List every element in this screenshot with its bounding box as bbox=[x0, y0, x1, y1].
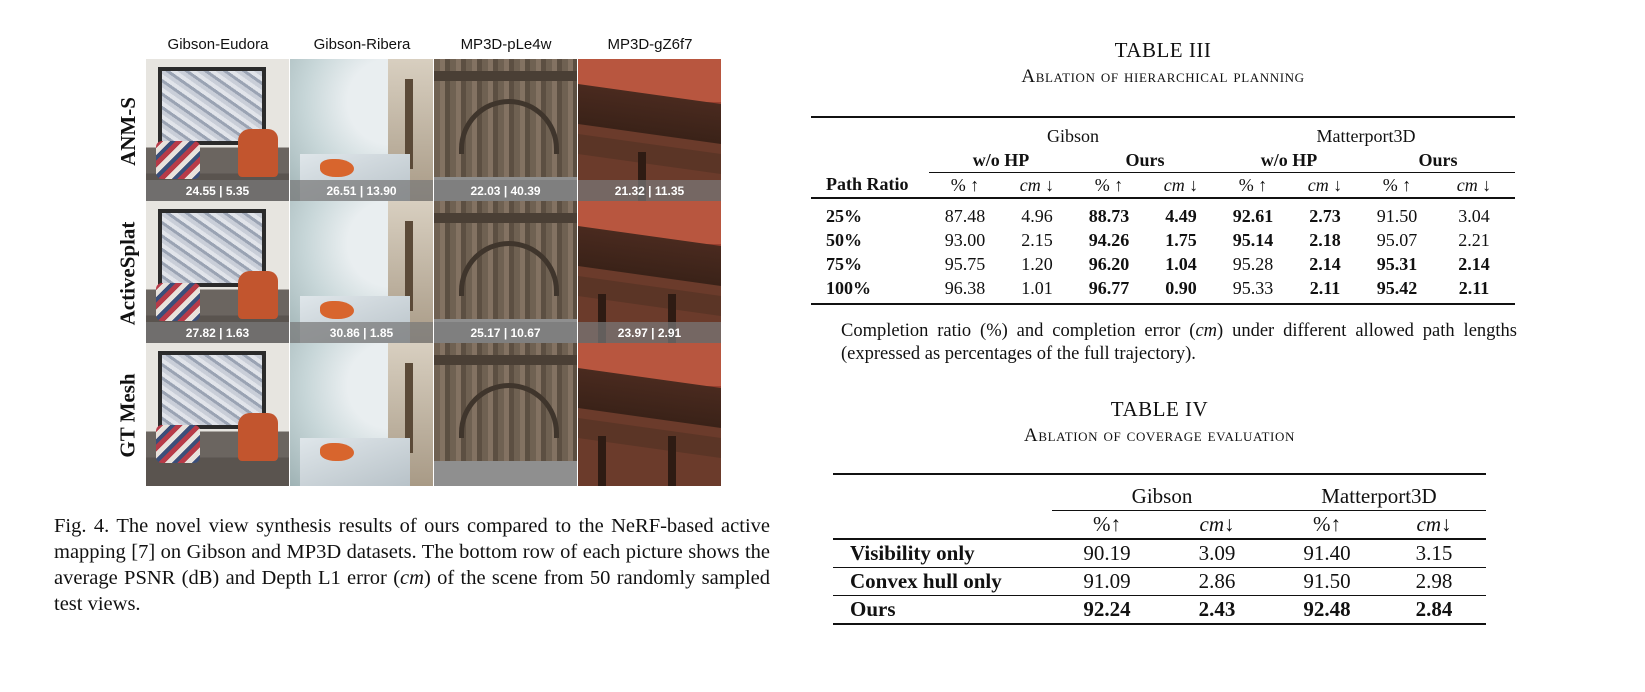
image-gt-mesh-gz6f7 bbox=[578, 343, 721, 486]
table3-sub-ours-gibson: Ours bbox=[1125, 149, 1165, 170]
table4-number: TABLE IV bbox=[1110, 397, 1209, 421]
metric-label: 27.82 | 1.63 bbox=[146, 322, 289, 344]
column-header-mp3d-gz6f7: MP3D-gZ6f7 bbox=[607, 36, 693, 53]
image-gt-mesh-ple4w bbox=[434, 343, 577, 486]
metric-header: % ↑ bbox=[1217, 173, 1289, 199]
metric-label: 24.55 | 5.35 bbox=[146, 180, 289, 202]
table-row: Ours 92.24 2.43 92.48 2.84 bbox=[833, 596, 1486, 625]
row-label-gt-mesh: GT Mesh bbox=[115, 372, 140, 458]
metric-header: % ↑ bbox=[1361, 173, 1433, 199]
metric-label: 21.32 | 11.35 bbox=[578, 180, 721, 202]
table3-group-matterport3d: Matterport3D bbox=[1316, 125, 1416, 146]
image-activesplat-ple4w bbox=[434, 201, 577, 344]
figure-4 bbox=[110, 30, 760, 510]
metric-header: cm ↓ bbox=[1289, 173, 1361, 199]
metric-label: 30.86 | 1.85 bbox=[290, 322, 433, 344]
table-row: 75% 95.75 1.20 96.20 1.04 95.28 2.14 95.31 2.14 bbox=[826, 253, 1490, 274]
metric-header: cm ↓ bbox=[1145, 173, 1217, 199]
metric-header: cm ↓ bbox=[1433, 173, 1515, 199]
table-row: Convex hull only 91.09 2.86 91.50 2.98 bbox=[833, 568, 1486, 596]
table-row: 100% 96.38 1.01 96.77 0.90 95.33 2.11 95.42 2.11 bbox=[811, 276, 1515, 304]
table3-title: Ablation of hierarchical planning bbox=[1021, 66, 1305, 87]
row-label-activesplat: ActiveSplat bbox=[115, 221, 140, 325]
table3-caption bbox=[811, 38, 1515, 88]
column-header-gibson-ribera: Gibson-Ribera bbox=[313, 36, 411, 53]
table3-sub-ours-mp3d: Ours bbox=[1418, 149, 1458, 170]
table3 bbox=[811, 116, 1515, 305]
image-anm-s-ple4w bbox=[434, 59, 577, 202]
image-activesplat-ribera bbox=[290, 201, 433, 344]
metric-header: % ↑ bbox=[929, 173, 1001, 199]
metric-header: % ↑ bbox=[1073, 173, 1145, 199]
table3-row-header: Path Ratio bbox=[826, 174, 909, 195]
figure-caption: Fig. 4. The novel view synthesis results of ours compared to the NeRF-based active mapping [7] on Gibson and MP3D datasets. The bottom row of each picture shows the average PSNR (dB) and Depth L1 error (cm) of the scene from 50 randomly sampled test views. bbox=[54, 515, 770, 615]
table3-group-gibson: Gibson bbox=[1046, 125, 1099, 146]
table4-title: Ablation of coverage evaluation bbox=[1024, 425, 1295, 446]
table-row: Visibility only 90.19 3.09 91.40 3.15 bbox=[833, 539, 1486, 568]
metric-header: cm↓ bbox=[1382, 511, 1486, 540]
metric-label: 23.97 | 2.91 bbox=[578, 322, 721, 344]
table4-caption bbox=[833, 397, 1486, 447]
table-row: 50% 93.00 2.15 94.26 1.75 95.14 2.18 95.07 2.21 bbox=[826, 229, 1490, 250]
image-activesplat-eudora bbox=[146, 201, 289, 344]
table3-sub-wohp-gibson: w/o HP bbox=[972, 149, 1030, 170]
table4-group-matterport3d: Matterport3D bbox=[1321, 484, 1437, 508]
table3-note: Completion ratio (%) and completion error (cm) under different allowed path lengths (expressed as percentages of the full trajectory). bbox=[841, 321, 1517, 364]
row-label-anm-s: ANM-S bbox=[115, 96, 140, 166]
image-anm-s-ribera bbox=[290, 59, 433, 202]
table4 bbox=[833, 473, 1486, 625]
image-anm-s-eudora bbox=[146, 59, 289, 202]
metric-label: 25.17 | 10.67 bbox=[434, 322, 577, 344]
table3-number: TABLE III bbox=[1114, 38, 1212, 62]
metric-label: 26.51 | 13.90 bbox=[290, 180, 433, 202]
column-header-mp3d-ple4w: MP3D-pLe4w bbox=[460, 36, 552, 53]
metric-label: 22.03 | 40.39 bbox=[434, 180, 577, 202]
image-activesplat-gz6f7 bbox=[578, 201, 721, 344]
table-row: 25% 87.48 4.96 88.73 4.49 92.61 2.73 91.50 3.04 bbox=[826, 205, 1490, 226]
metric-header: cm ↓ bbox=[1001, 173, 1073, 199]
column-header-gibson-eudora: Gibson-Eudora bbox=[167, 36, 269, 53]
table3-sub-wohp-mp3d: w/o HP bbox=[1260, 149, 1318, 170]
image-gt-mesh-ribera bbox=[290, 343, 433, 486]
table4-group-gibson: Gibson bbox=[1131, 484, 1193, 508]
metric-header: cm↓ bbox=[1162, 511, 1272, 540]
image-anm-s-gz6f7 bbox=[578, 59, 721, 202]
image-gt-mesh-eudora bbox=[146, 343, 289, 486]
metric-header: %↑ bbox=[1052, 511, 1162, 540]
metric-header: %↑ bbox=[1272, 511, 1382, 540]
